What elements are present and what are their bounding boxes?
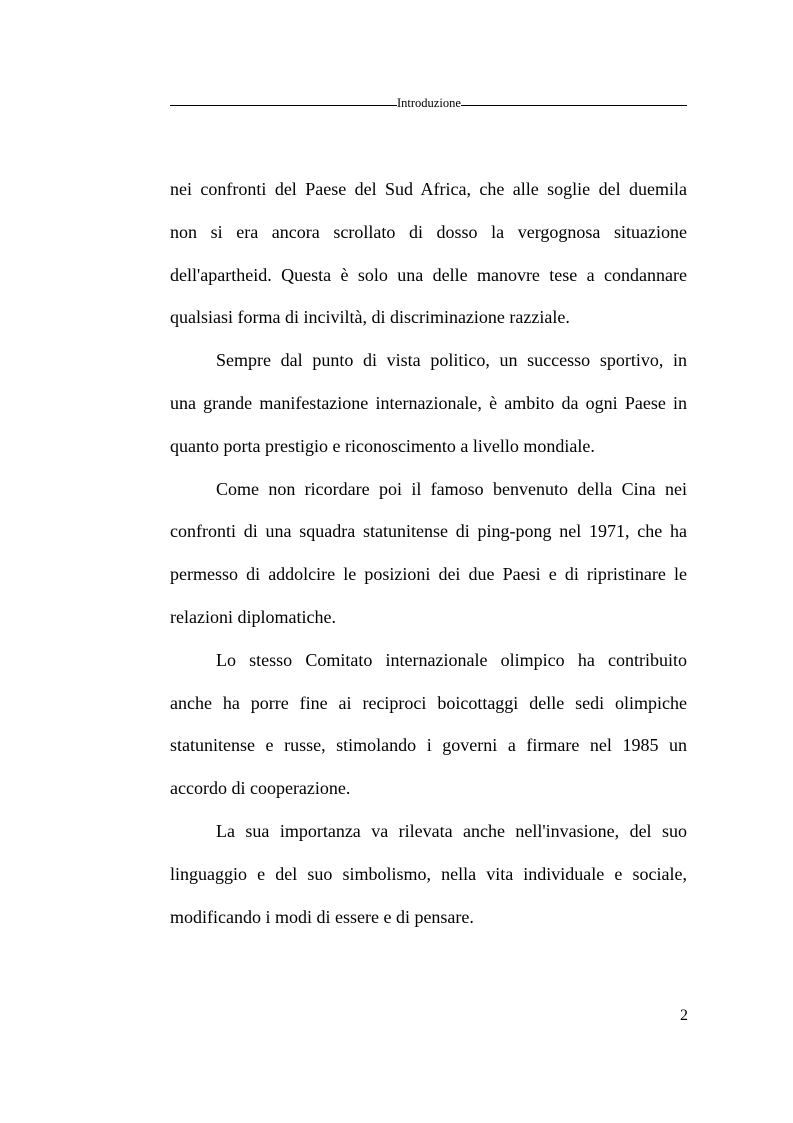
paragraph-3 [170, 468, 687, 639]
text-line: permesso di addolcire le posizioni dei due Paesi e di ripristinare le [170, 564, 687, 585]
text-line: Come non ricordare poi il famoso benvenuto della Cina nei [216, 478, 687, 499]
page-number: 2 [680, 1007, 688, 1024]
text-line: La sua importanza va rilevata anche nell'invasione, del suo [216, 820, 687, 841]
text-line: confronti di una squadra statunitense di ping-pong nel 1971, che ha [170, 521, 687, 542]
running-header [170, 94, 687, 112]
text-line: quanto porta prestigio e riconoscimento a livello mondiale. [170, 435, 595, 456]
paragraph-5 [170, 810, 687, 938]
paragraph-2 [170, 339, 687, 467]
text-line: Sempre dal punto di vista politico, un successo sportivo, in [216, 350, 687, 371]
text-line: Lo stesso Comitato internazionale olimpico ha contribuito [216, 649, 687, 670]
text-line: dell'apartheid. Questa è solo una delle manovre tese a condannare [170, 264, 687, 285]
text-line: anche ha porre fine ai reciproci boicottaggi delle sedi olimpiche [170, 692, 687, 713]
header-title: Introduzione [397, 95, 461, 110]
header-rule-right [461, 105, 687, 106]
text-line: accordo di cooperazione. [170, 778, 351, 799]
text-line: statunitense e russe, stimolando i governi a firmare nel 1985 un [170, 735, 687, 756]
text-line: una grande manifestazione internazionale, è ambito da ogni Paese in [170, 392, 687, 413]
body-text [170, 168, 687, 938]
text-line: nei confronti del Paese del Sud Africa, che alle soglie del duemila [170, 179, 687, 199]
text-line: linguaggio e del suo simbolismo, nella vita individuale e sociale, [170, 863, 687, 884]
text-line: modificando i modi di essere e di pensare. [170, 906, 474, 927]
text-line: relazioni diplomatiche. [170, 606, 336, 627]
text-line: non si era ancora scrollato di dosso la vergognosa situazione [170, 221, 687, 242]
paragraph-1 [170, 168, 687, 339]
text-line: qualsiasi forma di inciviltà, di discriminazione razziale. [170, 307, 570, 328]
paragraph-4 [170, 639, 687, 810]
header-rule-left [170, 105, 397, 106]
